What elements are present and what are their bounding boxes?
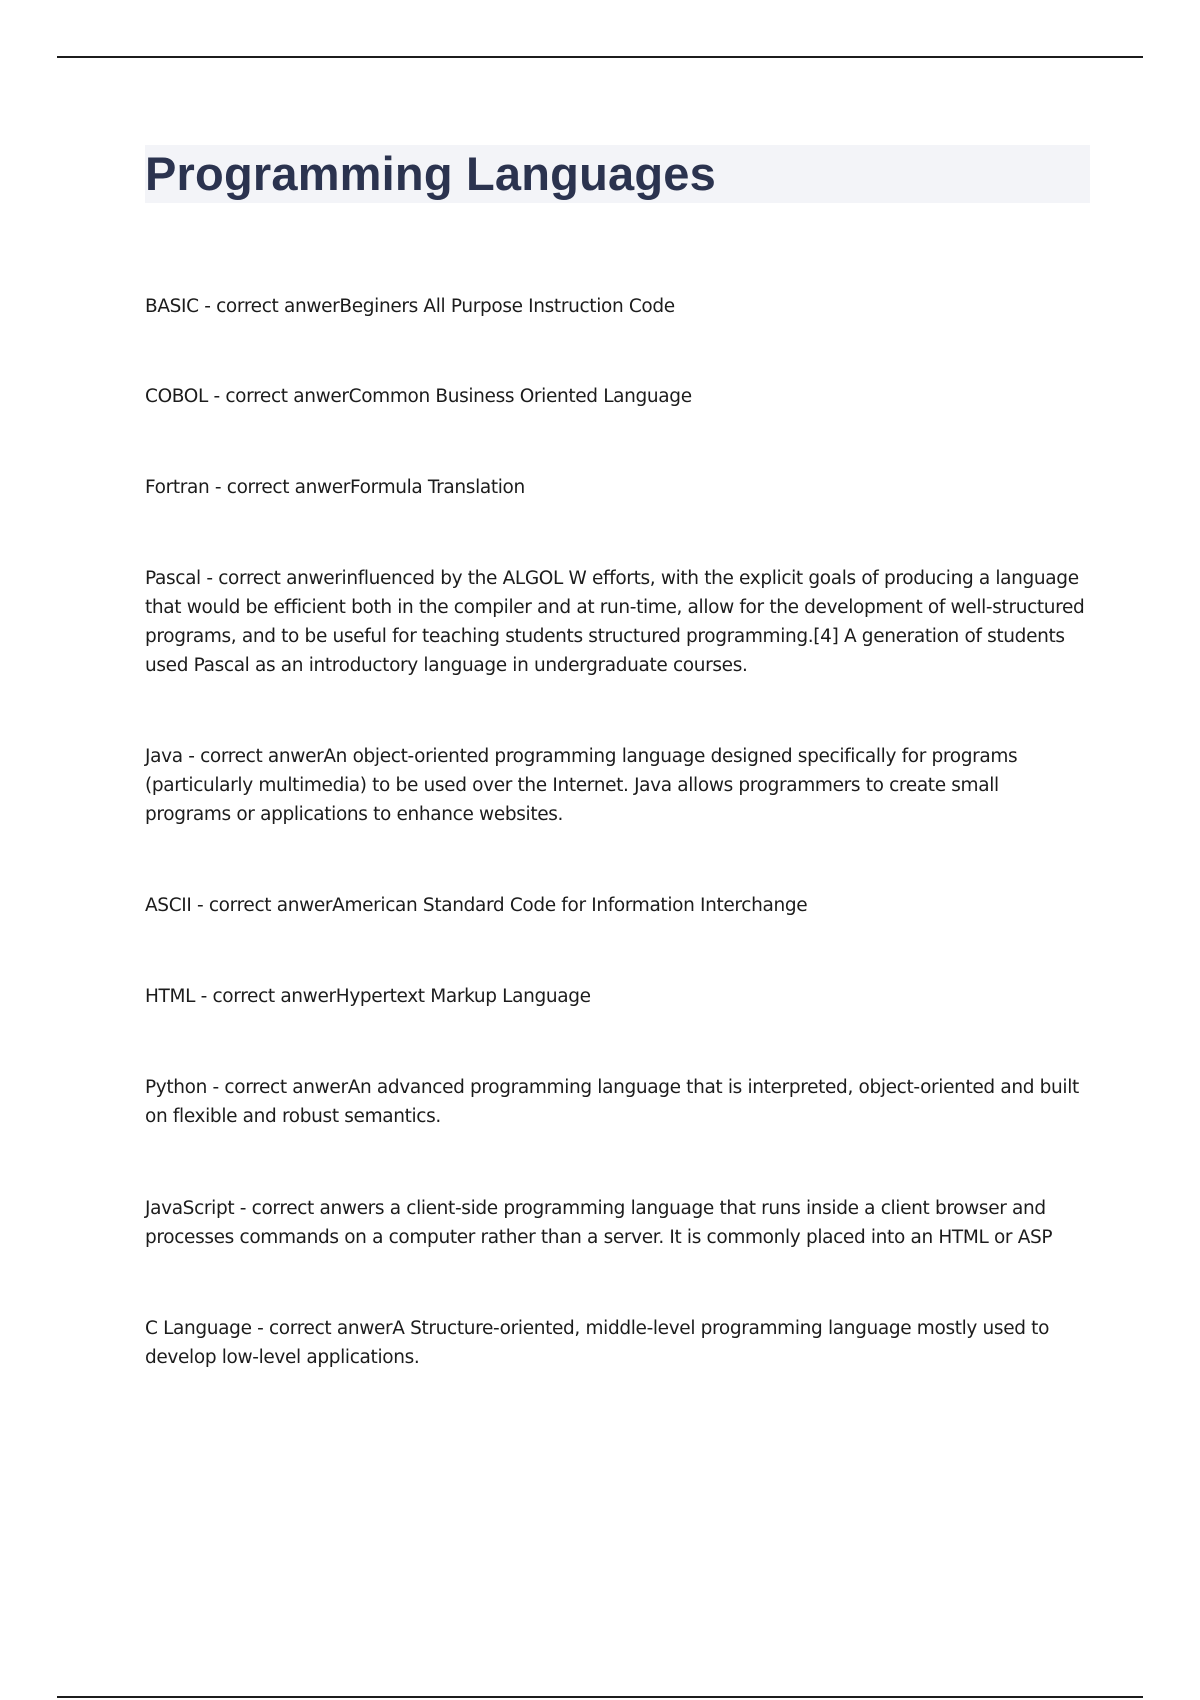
- entry-java: Java - correct anwerAn object-oriented programming language designed specifically for programs (particularly multimedia) to be used over the Internet. Java allows programmers to create small programs or applications to enhance websites.: [145, 746, 1018, 825]
- entry-python: Python - correct anwerAn advanced programming language that is interpreted, object-oriented and built on flexible and robust semantics.: [145, 1077, 1079, 1127]
- document-title: Programming Languages: [145, 147, 716, 200]
- entry-ascii: ASCII - correct anwerAmerican Standard Code for Information Interchange: [145, 895, 808, 916]
- entry-cobol: COBOL - correct anwerCommon Business Oriented Language: [145, 386, 692, 407]
- entry-html: HTML - correct anwerHypertext Markup Language: [145, 986, 591, 1007]
- entry-fortran: Fortran - correct anwerFormula Translation: [145, 477, 525, 498]
- top-rule: [57, 56, 1143, 58]
- entry-basic: BASIC - correct anwerBeginers All Purpose Instruction Code: [145, 296, 675, 317]
- bottom-rule: [57, 1696, 1143, 1698]
- entry-javascript: JavaScript - correct anwers a client-side programming language that runs inside a client browser and processes commands on a computer rather than a server. It is commonly placed into an HTML or ASP: [145, 1198, 1053, 1248]
- entry-c-language: C Language - correct anwerA Structure-oriented, middle-level programming language mostly used to develop low-level applications.: [145, 1318, 1050, 1368]
- entry-pascal: Pascal - correct anwerinfluenced by the ALGOL W efforts, with the explicit goals of producing a language that would be efficient both in the compiler and at run-time, allow for the development of well-structured programs, and to be useful for teaching students structured programming.[4] A generation of students used Pascal as an introductory language in undergraduate courses.: [145, 568, 1085, 676]
